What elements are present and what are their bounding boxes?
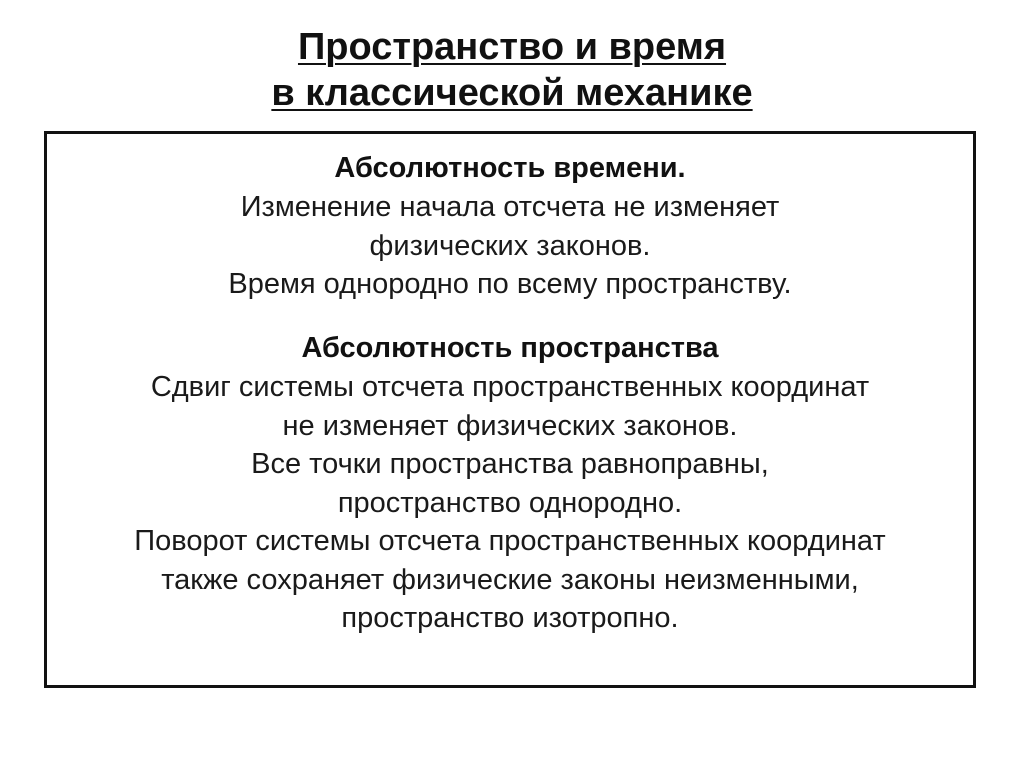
content-box [44, 131, 976, 688]
time-section [47, 148, 973, 304]
space-line-2: не изменяет физических законов. [282, 409, 738, 442]
title-line-2: в классической механике [271, 72, 753, 114]
title-line-1: Пространство и время [297, 26, 727, 68]
time-line-3: Время однородно по всему пространству. [228, 268, 792, 300]
space-line-1: Сдвиг системы отсчета пространственных координат [150, 371, 870, 403]
space-line-6: также сохраняет физические законы неизменными, [161, 563, 859, 596]
time-line-1: Изменение начала отсчета не изменяет [240, 191, 780, 223]
space-line-3: Все точки пространства равноправны, [251, 448, 769, 480]
time-line-2: физических законов. [369, 229, 651, 262]
space-section [47, 328, 973, 638]
space-line-7: пространство изотропно. [341, 602, 679, 634]
space-line-4: пространство однородно. [337, 486, 683, 519]
space-line-5: Поворот системы отсчета пространственных координат [134, 525, 886, 557]
slide-title [0, 24, 1024, 116]
time-heading: Абсолютность времени. [334, 152, 686, 184]
space-heading: Абсолютность пространства [301, 332, 719, 364]
